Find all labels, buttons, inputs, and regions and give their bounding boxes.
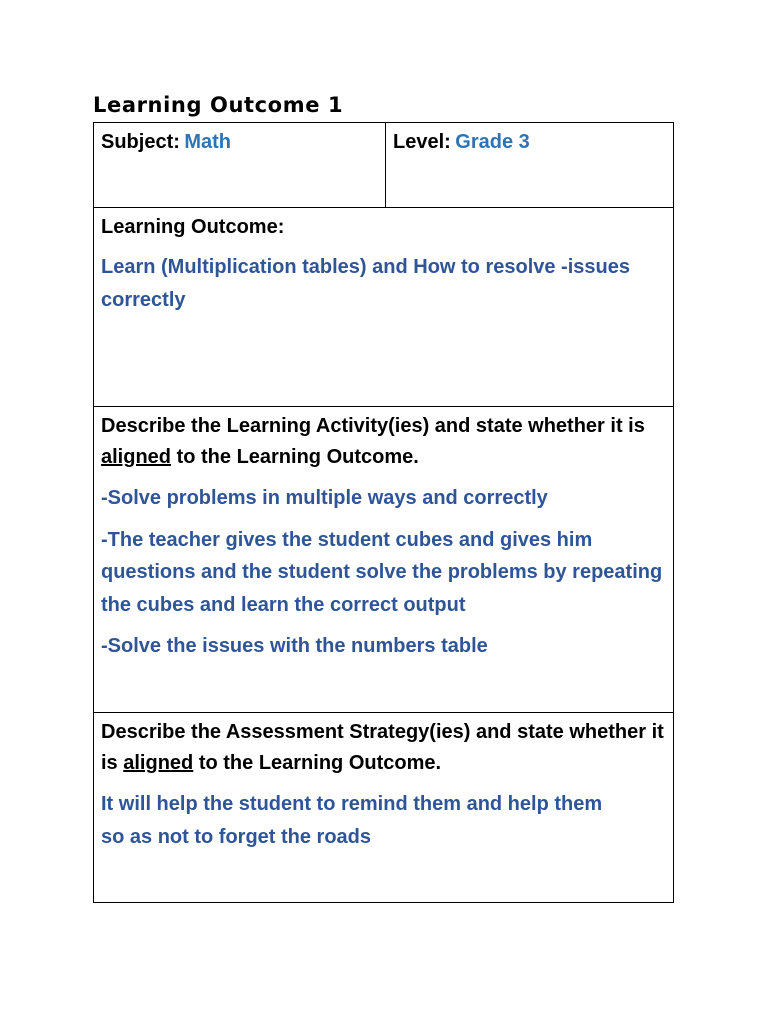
activity-question-part1: Describe the Learning Activity(ies) and state whether it is bbox=[101, 415, 645, 437]
learning-outcome-text: Learn (Multiplication tables) and How to resolve -issues correctly bbox=[101, 256, 630, 311]
assessment-row bbox=[94, 713, 673, 902]
level-cell bbox=[386, 123, 673, 207]
activity-question-part2: to the Learning Outcome. bbox=[171, 446, 419, 468]
assessment-question bbox=[101, 717, 666, 779]
assessment-question-part2: to the Learning Outcome. bbox=[193, 752, 442, 774]
outcome-table bbox=[93, 122, 674, 903]
activity-question-emphasis: aligned bbox=[101, 446, 172, 468]
learning-outcome-label: Learning Outcome: bbox=[101, 216, 285, 238]
subject-cell bbox=[94, 123, 386, 207]
level-label: Level: bbox=[393, 131, 451, 153]
subject-level-row bbox=[94, 123, 673, 208]
page-title: Learning Outcome 1 bbox=[93, 93, 344, 117]
assessment-answer: It will help the student to remind them and help them so as not to forget the roads bbox=[101, 793, 603, 848]
activity-answer-3: -Solve the issues with the numbers table bbox=[101, 635, 488, 657]
activity-answer-2: -The teacher gives the student cubes and gives him questions and the student solve the problems by repeating the cubes and learn the correct output bbox=[101, 528, 663, 616]
assessment-question-emphasis: aligned bbox=[123, 752, 194, 774]
subject-label: Subject: bbox=[101, 131, 180, 153]
subject-value: Math bbox=[184, 131, 232, 153]
activity-question bbox=[101, 411, 666, 473]
learning-activity-row bbox=[94, 407, 673, 713]
learning-outcome-row bbox=[94, 208, 673, 407]
level-value: Grade 3 bbox=[455, 131, 530, 153]
activity-answer-1: -Solve problems in multiple ways and correctly bbox=[101, 487, 548, 509]
assessment-question-part1: Describe the Assessment Strategy(ies) and state whether it is bbox=[101, 721, 664, 774]
